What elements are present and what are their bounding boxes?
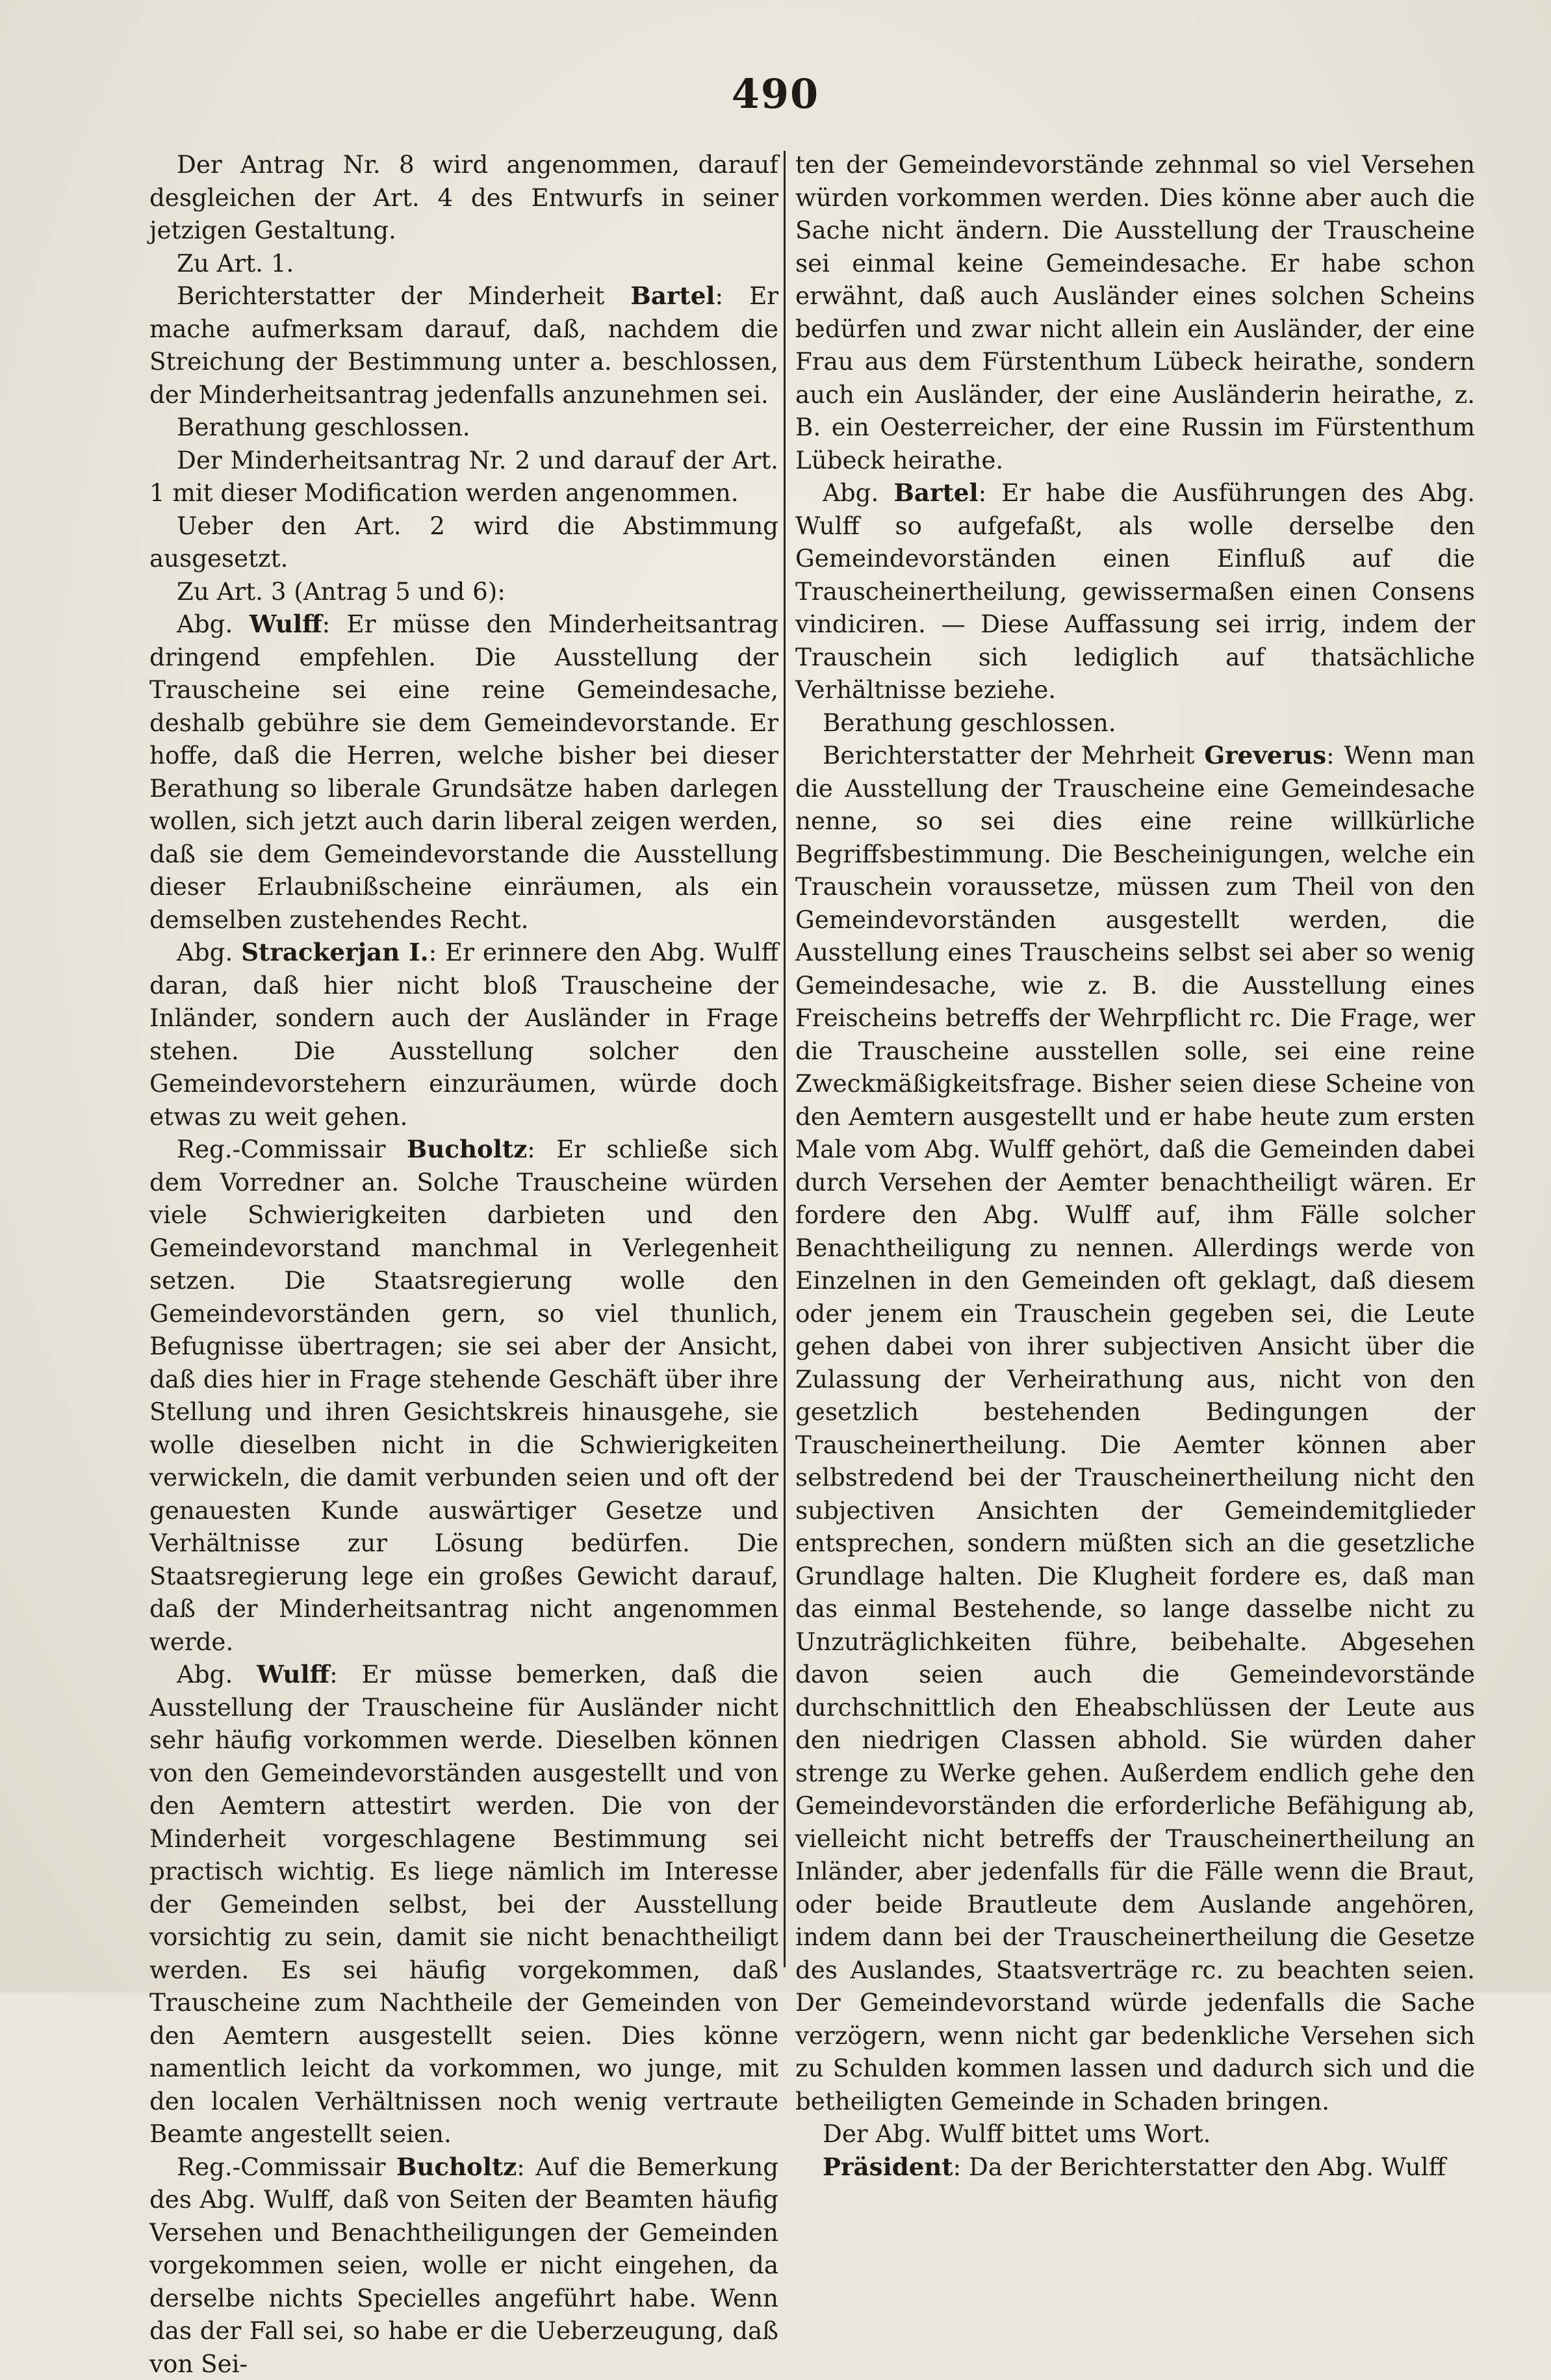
- speaker-role: Berichterstatter der Minderheit: [177, 281, 630, 310]
- paragraph: [795, 148, 1475, 476]
- paragraph: [149, 608, 778, 936]
- paragraph-text: : Er müsse den Minderheitsantrag dringend empfehlen. Die Ausstellung der Trauscheine sei eine reine Gemeindesache, deshalb gebühre sie dem Gemeindevorstande. Er hoffe, daß die Herren, welche bisher bei dieser Berathung so liberale Grundsätze haben darlegen wollen, sich jetzt auch darin liberal zeigen werden, daß sie dem Gemeindevorstande die Ausstellung dieser Erlaubnißscheine einräumen, als ein demselben zustehendes Recht.: [149, 610, 778, 934]
- right-column: [795, 148, 1475, 2183]
- paragraph: [149, 1133, 778, 1658]
- speaker-role: Abg.: [177, 938, 241, 966]
- paragraph-text: Zu Art. 3 (Antrag 5 und 6):: [177, 577, 506, 606]
- speaker-role: Abg.: [177, 1660, 257, 1688]
- speaker-name: Strackerjan I.: [241, 938, 428, 966]
- paragraph: [149, 1658, 778, 2151]
- speaker-name: Greverus: [1204, 741, 1326, 770]
- paragraph-text: : Er habe die Ausführungen des Abg. Wulff so aufgefaßt, als wolle derselbe den Gemeindevorständen einen Einfluß auf die Trauscheinertheilung, gewissermaßen einen Consens vindiciren. — Diese Auffassung sei irrig, indem der Trauschein sich lediglich auf thatsächliche Verhältnisse beziehe.: [795, 478, 1475, 704]
- paragraph-text: Berathung geschlossen.: [823, 708, 1116, 737]
- speaker-role: Reg.-Commissair: [177, 1135, 407, 1163]
- left-column: [149, 148, 778, 2380]
- paragraph: [795, 706, 1475, 740]
- paragraph-text: Der Antrag Nr. 8 wird angenommen, darauf desgleichen der Art. 4 des Entwurfs in seiner jetzigen Gestaltung.: [149, 150, 778, 244]
- paragraph: [149, 575, 778, 608]
- paragraph: [149, 148, 778, 247]
- paragraph: [795, 2151, 1475, 2184]
- paragraph: [795, 476, 1475, 706]
- paragraph-text: Ueber den Art. 2 wird die Abstimmung ausgesetzt.: [149, 511, 778, 573]
- paragraph-text: : Auf die Bemerkung des Abg. Wulff, daß von Seiten der Beamten häufig Versehen und Benachtheiligungen der Gemeinden vorgekommen seien, wolle er nicht eingehen, da derselbe nichts Specielles angeführt habe. Wenn das der Fall sei, so habe er die Ueberzeugung, daß von Sei-: [149, 2153, 778, 2378]
- paragraph-text: Der Abg. Wulff bittet ums Wort.: [823, 2119, 1211, 2148]
- paragraph-text: Berathung geschlossen.: [177, 413, 470, 441]
- paragraph-text: : Er erinnere den Abg. Wulff daran, daß hier nicht bloß Trauscheine der Inländer, sondern auch der Ausländer in Frage stehen. Die Ausstellung solcher den Gemeindevorstehern einzuräumen, würde doch etwas zu weit gehen.: [149, 938, 778, 1131]
- paragraph: [795, 739, 1475, 2117]
- speaker-name: Bucholtz: [407, 1135, 527, 1163]
- paragraph: [149, 247, 778, 280]
- speaker-name: Bartel: [630, 281, 715, 310]
- speaker-name: Bucholtz: [396, 2153, 517, 2181]
- paragraph-text: : Da der Berichterstatter den Abg. Wulff: [953, 2153, 1446, 2181]
- column-divider: [784, 151, 786, 1967]
- paragraph-text: : Wenn man die Ausstellung der Trauscheine eine Gemeindesache nenne, so sei dies eine reine willkürliche Begriffsbestimmung. Die Bescheinigungen, welche ein Trauschein voraussetze, müssen zum Theil von den Gemeindevorständen ausgestellt werden, die Ausstellung eines Trauscheins selbst sei aber so wenig Gemeindesache, wie z. B. die Ausstellung eines Freischeins betreffs der Wehrpflicht rc. Die Frage, wer die Trauscheine ausstellen solle, sei eine reine Zweckmäßigkeitsfrage. Bisher seien diese Scheine von den Aemtern ausgestellt und er habe heute zum ersten Male vom Abg. Wulff gehört, daß die Gemeinden dabei durch Versehen der Aemter benachtheiligt wären. Er fordere den Abg. Wulff auf, ihm Fälle solcher Benachtheiligung zu nennen. Allerdings werde von Einzelnen in den Gemeinden oft geklagt, daß diesem oder jenem ein Trauschein gegeben sei, die Leute gehen dabei von ihrer subjectiven Ansicht über die Zulassung der Verheirathung aus, nicht von den gesetzlich bestehenden Bedingungen der Trauscheinertheilung. Die Aemter können aber selbstredend bei der Trauscheinertheilung nicht den subjectiven Ansichten der Gemeindemitglieder entsprechen, sondern müßten sich an die gesetzliche Grundlage halten. Die Klugheit fordere es, daß man das einmal Bestehende, so lange dasselbe nicht zu Unzuträglichkeiten führe, beibehalte. Abgesehen davon seien auch die Gemeindevorstände durchschnittlich den Eheabschlüssen der Leute aus den niedrigen Classen abhold. Sie würden daher strenge zu Werke gehen. Außerdem endlich gehe den Gemeindevorständen die erforderliche Befähigung ab, vielleicht nicht betreffs der Trauscheinertheilung an Inländer, aber jedenfalls für die Fälle wenn die Braut, oder beide Brautleute dem Auslande angehören, indem dann bei der Trauscheinertheilung die Gesetze des Auslandes, Staatsverträge rc. zu beachten seien. Der Gemeindevorstand würde jedenfalls die Sache verzögern, wenn nicht gar bedenkliche Versehen sich zu Schulden kommen lassen und dadurch sich und die betheiligten Gemeinde in Schaden bringen.: [795, 741, 1475, 2115]
- paragraph-text: : Er müsse bemerken, daß die Ausstellung der Trauscheine für Ausländer nicht sehr häufig vorkommen werde. Dieselben können von den Gemeindevorständen ausgestellt und von den Aemtern attestirt werden. Die von der Minderheit vorgeschlagene Bestimmung sei practisch wichtig. Es liege nämlich im Interesse der Gemeinden selbst, bei der Ausstellung vorsichtig zu sein, damit sie nicht benachtheiligt werden. Es sei häufig vorgekommen, daß Trauscheine zum Nachtheile der Gemeinden von den Aemtern ausgestellt seien. Dies könne namentlich leicht da vorkommen, wo junge, mit den localen Verhältnissen noch wenig vertraute Beamte angestellt seien.: [149, 1660, 778, 2148]
- page-number: 490: [0, 70, 1551, 118]
- paragraph: [149, 936, 778, 1133]
- speaker-role: Abg.: [177, 610, 250, 638]
- paragraph-text: : Er mache aufmerksam darauf, daß, nachdem die Streichung der Bestimmung unter a. beschlossen, der Minderheitsantrag jedenfalls anzunehmen sei.: [149, 281, 778, 409]
- paragraph: [795, 2117, 1475, 2151]
- speaker-name: Wulff: [257, 1660, 329, 1688]
- paragraph: [149, 510, 778, 575]
- paragraph-text: Zu Art. 1.: [177, 249, 294, 278]
- speaker-name: Präsident: [823, 2153, 953, 2181]
- paragraph-text: ten der Gemeindevorstände zehnmal so viel Versehen würden vorkommen werden. Dies könne aber auch die Sache nicht ändern. Die Ausstellung der Trauscheine sei einmal keine Gemeindesache. Er habe schon erwähnt, daß auch Ausländer eines solchen Scheins bedürfen und zwar nicht allein ein Ausländer, der eine Frau aus dem Fürstenthum Lübeck heirathe, sondern auch ein Ausländer, der eine Ausländerin heirathe, z. B. ein Oesterreicher, der eine Russin im Fürstenthum Lübeck heirathe.: [795, 150, 1475, 474]
- paragraph: [149, 444, 778, 510]
- paragraph-text: Der Minderheitsantrag Nr. 2 und darauf der Art. 1 mit dieser Modification werden angenommen.: [149, 446, 778, 508]
- speaker-name: Wulff: [250, 610, 322, 638]
- speaker-role: Abg.: [823, 478, 893, 507]
- paragraph: [149, 2151, 778, 2380]
- paragraph-text: : Er schließe sich dem Vorredner an. Solche Trauscheine würden viele Schwierigkeiten darbieten und den Gemeindevorstand manchmal in Verlegenheit setzen. Die Staatsregierung wolle den Gemeindevorständen gern, so viel thunlich, Befugnisse übertragen; sie sei aber der Ansicht, daß dies hier in Frage stehende Geschäft über ihre Stellung und ihren Gesichtskreis hinausgehe, sie wolle dieselben nicht in die Schwierigkeiten verwickeln, die damit verbunden seien und oft der genauesten Kunde auswärtiger Gesetze und Verhältnisse zur Lösung bedürfen. Die Staatsregierung lege ein großes Gewicht darauf, daß der Minderheitsantrag nicht angenommen werde.: [149, 1135, 778, 1656]
- paragraph: [149, 411, 778, 444]
- paragraph: [149, 279, 778, 411]
- speaker-role: Reg.-Commissair: [177, 2153, 396, 2181]
- speaker-role: Berichterstatter der Mehrheit: [823, 741, 1204, 770]
- speaker-name: Bartel: [893, 478, 978, 507]
